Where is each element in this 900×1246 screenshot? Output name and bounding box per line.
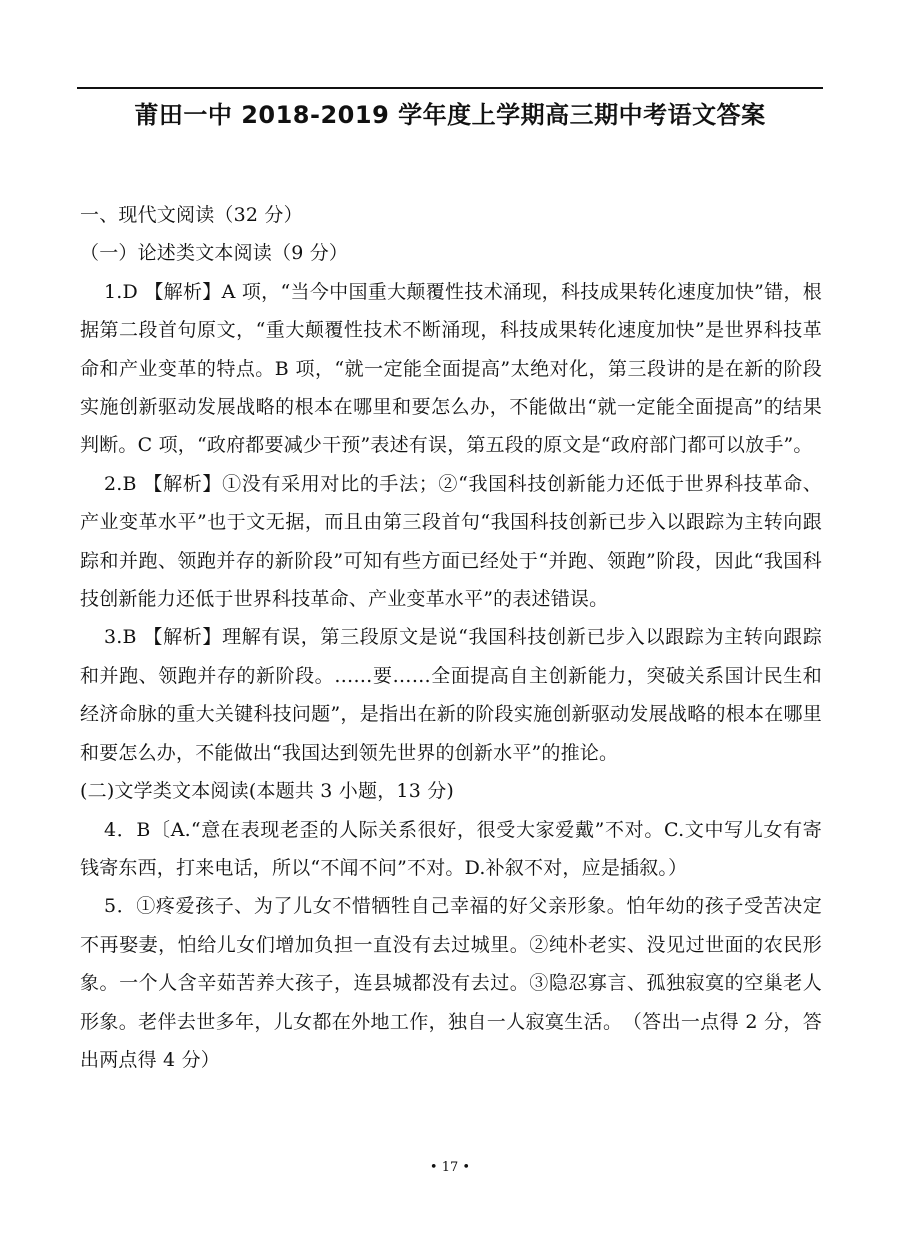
header-rule <box>77 87 823 89</box>
page-number: • 17 • <box>429 1160 471 1175</box>
document-body <box>80 196 822 1079</box>
answer-item-1: 1.D 【解析】A 项，“当今中国重大颠覆性技术涌现，科技成果转化速度加快”错，根据第二段首句原文，“重大颠覆性技术不断涌现，科技成果转化速度加快”是世界科技革命和产业变革的特点。B 项，“就一定能全面提高”太绝对化，第三段讲的是在新的阶段实施创新驱动发展战略的根本在哪里和要怎么办，不能做出“就一定能全面提高”的结果判断。C 项，“政府都要减少干预”表述有误，第五段的原文是“政府部门都可以放手”。 <box>80 280 822 457</box>
section-heading-modern-reading: 一、现代文阅读（32 分） <box>80 204 303 226</box>
document-title: 莆田一中 2018-2019 学年度上学期高三期中考语文答案 <box>134 101 766 129</box>
subsection-heading-argumentative: （一）论述类文本阅读（9 分） <box>80 242 349 265</box>
answer-item-5: 5．①疼爱孩子、为了儿女不惜牺牲自己幸福的好父亲形象。怕年幼的孩子受苦决定不再娶妻，怕给儿女们增加负担一直没有去过城里。②纯朴老实、没见过世面的农民形象。一个人含辛茹苦养大孩子，连县城都没有去过。③隐忍寡言、孤独寂寞的空巢老人形象。老伴去世多年，儿女都在外地工作，独自一人寂寞生活。 （答出一点得 2 分，答出两点得 4 分） <box>80 895 822 1071</box>
subsection-heading-literary: (二)文学类文本阅读(本题共 3 小题，13 分) <box>80 780 455 803</box>
answer-item-2: 2.B 【解析】①没有采用对比的手法；②“我国科技创新能力还低于世界科技革命、产业变革水平”也于文无据，而且由第三段首句“我国科技创新已步入以跟踪为主转向跟踪和并跑、领跑并存的新阶段”可知有些方面已经处于“并跑、领跑”阶段，因此“我国科技创新能力还低于世界科技革命、产业变革水平”的表述错误。 <box>80 472 822 611</box>
answer-item-3: 3.B 【解析】理解有误，第三段原文是说“我国科技创新已步入以跟踪为主转向跟踪和并跑、领跑并存的新阶段。……要……全面提高自主创新能力，突破关系国计民生和经济命脉的重大关键科技问题”，是指出在新的阶段实施创新驱动发展战略的根本在哪里和要怎么办，不能做出“我国达到领先世界的创新水平”的推论。 <box>80 626 822 764</box>
answer-item-4: 4．B〔A.“意在表现老歪的人际关系很好，很受大家爱戴”不对。C.文中写儿女有寄钱寄东西，打来电话，所以“不闻不问”不对。D.补叙不对，应是插叙。） <box>80 818 822 879</box>
